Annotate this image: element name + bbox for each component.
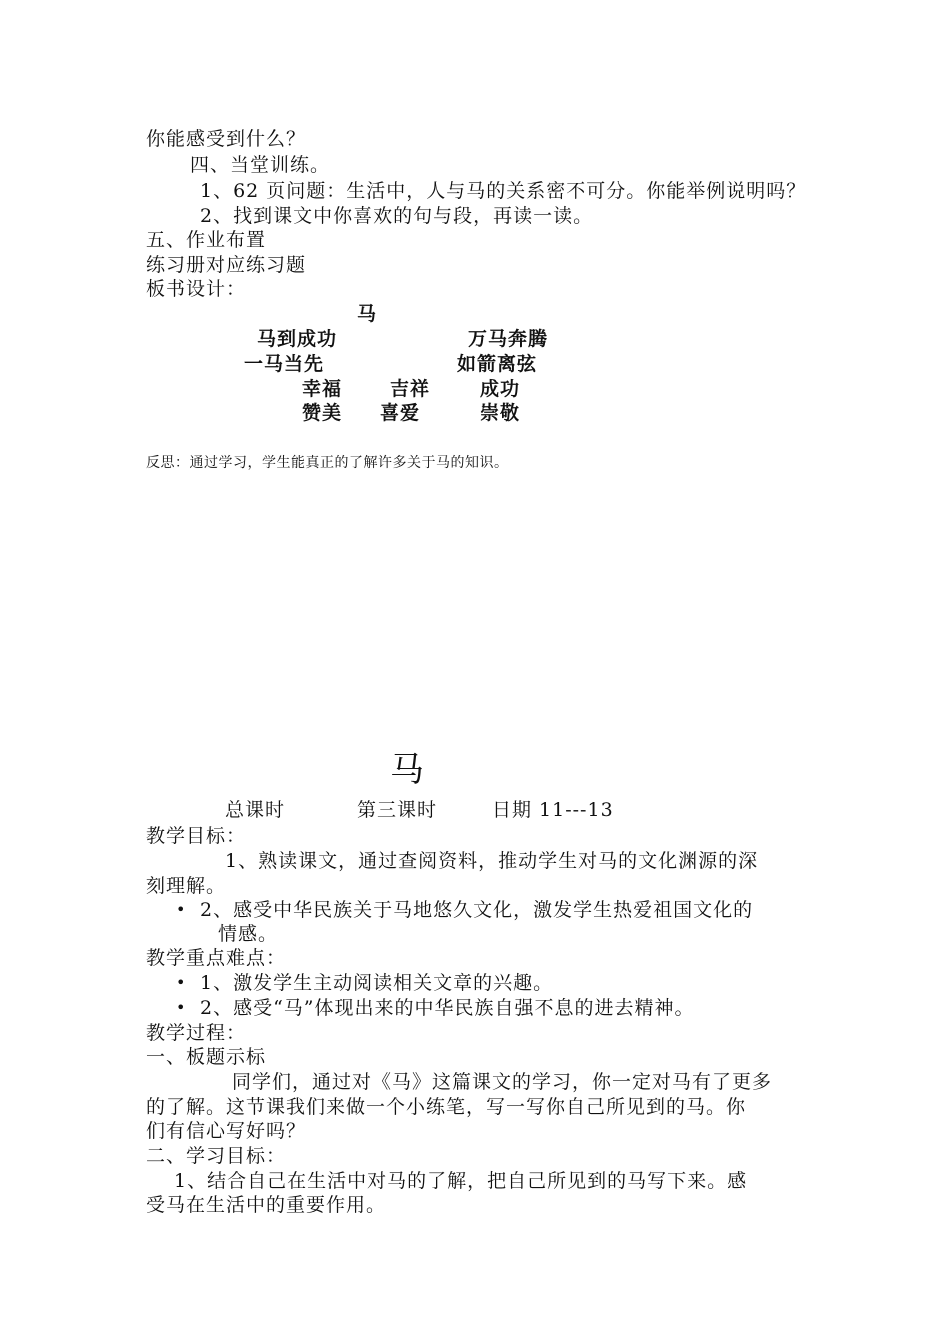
lesson-total-periods: 总课时 (225, 799, 286, 821)
lesson-period: 第三课时 (357, 799, 438, 821)
board-idiom: 一马当先 (244, 353, 325, 375)
key-point: 1、激发学生主动阅读相关文章的兴趣。 (200, 972, 554, 994)
bullet-icon: • (176, 973, 186, 992)
board-word: 幸福 (302, 378, 343, 400)
board-word: 喜爱 (380, 402, 421, 424)
bullet-icon: • (176, 998, 186, 1017)
board-word: 成功 (480, 378, 521, 400)
lesson-date: 日期 11---13 (492, 799, 614, 821)
step-text: 受马在生活中的重要作用。 (146, 1194, 387, 1216)
step-text: 1、结合自己在生活中对马的了解，把自己所见到的马写下来。感 (174, 1170, 748, 1192)
text-line: 板书设计： (146, 278, 247, 300)
bullet-icon: • (176, 900, 186, 919)
goal-text: 1、熟读课文，通过查阅资料，推动学生对马的文化渊源的深 (225, 850, 759, 872)
step-heading: 一、板题示标 (146, 1046, 267, 1068)
text-line: 练习册对应练习题 (146, 254, 307, 276)
goal-text: 2、感受中华民族关于马地悠久文化，激发学生热爱祖国文化的 (200, 899, 754, 921)
reflection-text: 反思：通过学习，学生能真正的了解许多关于马的知识。 (146, 455, 509, 471)
step-text: 同学们，通过对《马》这篇课文的学习，你一定对马有了更多 (232, 1071, 773, 1093)
goal-text: 刻理解。 (146, 875, 227, 897)
section-heading: 五、作业布置 (146, 229, 267, 251)
step-text: 们有信心写好吗？ (146, 1120, 307, 1142)
process-heading: 教学过程： (146, 1022, 247, 1044)
step-heading: 二、学习目标： (146, 1145, 287, 1167)
board-idiom: 万马奔腾 (468, 328, 549, 350)
board-idiom: 马到成功 (257, 328, 338, 350)
step-text: 的了解。这节课我们来做一个小练笔，写一写你自己所见到的马。你 (146, 1096, 747, 1118)
goal-text: 情感。 (218, 923, 279, 945)
board-word: 吉祥 (390, 378, 431, 400)
board-word: 赞美 (302, 402, 343, 424)
text-line: 1、62 页问题：生活中，人与马的关系密不可分。你能举例说明吗？ (200, 180, 807, 202)
text-line: 你能感受到什么？ (146, 128, 307, 150)
key-points-heading: 教学重点难点： (146, 947, 287, 969)
goals-heading: 教学目标： (146, 825, 247, 847)
board-title: 马 (357, 303, 378, 325)
board-word: 崇敬 (480, 402, 521, 424)
board-idiom: 如箭离弦 (457, 353, 538, 375)
section-heading: 四、当堂训练。 (190, 154, 331, 176)
lesson-title: 马 (390, 750, 425, 790)
key-point: 2、感受“马”体现出来的中华民族自强不息的进去精神。 (200, 997, 695, 1019)
text-line: 2、找到课文中你喜欢的句与段，再读一读。 (200, 205, 594, 227)
